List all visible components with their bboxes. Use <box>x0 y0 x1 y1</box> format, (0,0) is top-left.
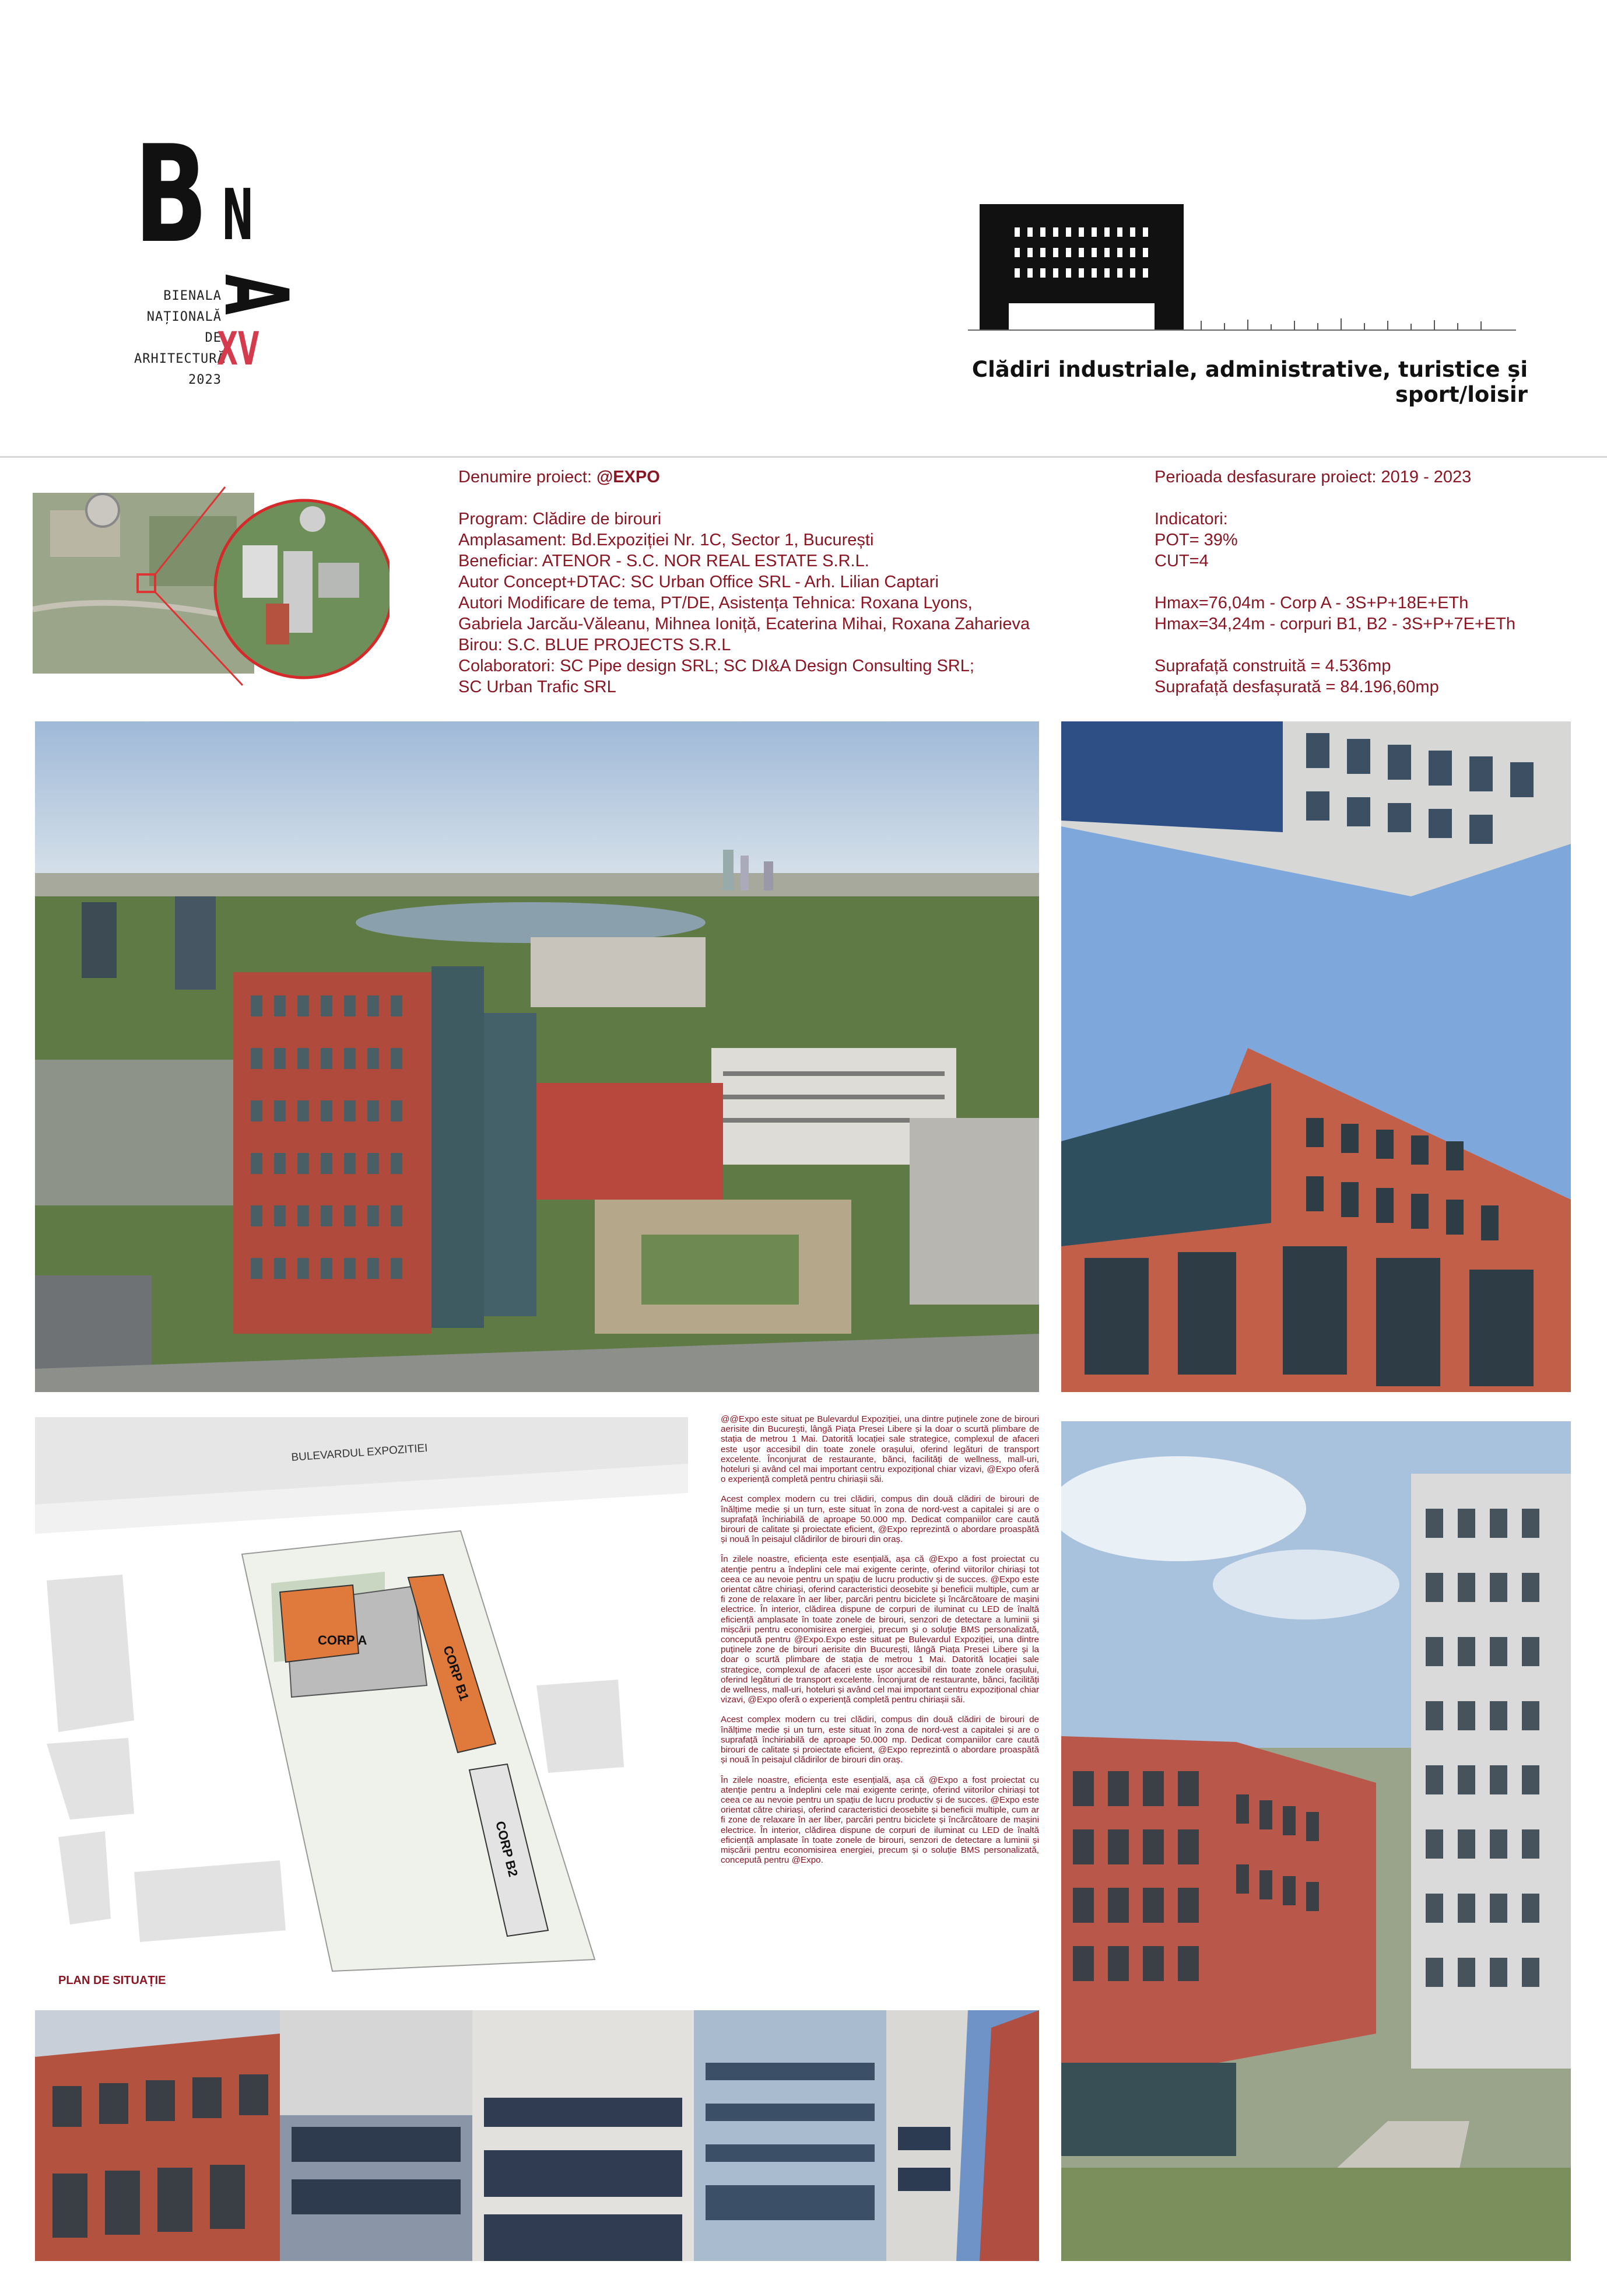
project-indicators <box>1155 467 1586 697</box>
site-plan-caption: PLAN DE SITUAȚIE <box>58 1974 166 1987</box>
logo-word: NAȚIONALĂ <box>146 310 222 324</box>
site-plan <box>35 1417 688 1989</box>
project-description <box>721 1414 1039 1875</box>
logo-letter-a: A <box>205 274 307 315</box>
indicator-hmax-a: Hmax=76,04m - Corp A - 3S+P+18E+ETh <box>1155 594 1469 612</box>
corp-b2-label: CORP B2 <box>493 1820 521 1878</box>
indicator-pot: POT= 39% <box>1155 531 1238 549</box>
corp-a-label: CORP A <box>318 1633 367 1647</box>
logo-word: BIENALA <box>163 289 222 303</box>
description-paragraph: Acest complex modern cu trei clădiri, compus din două clădiri de birouri de înălțime medie și un turn, este situat în zona de nord-vest a capitalei și are o suprafață închiriabilă de aproape 50.000 mp. Dedicat companiilor care caută birouri de calitate și proiectate eficient, @Expo reprezintă o abordare proaspătă și nouă în peisajul clădirilor de birouri din oraș. <box>721 1494 1039 1545</box>
project-name-value: @EXPO <box>596 468 660 486</box>
logo-letter-b: B <box>134 117 208 273</box>
category-building-icon <box>956 198 1516 338</box>
logo-letter-n: N <box>222 175 254 256</box>
facade-details-strip <box>35 2010 1039 2261</box>
corp-b1-label: CORP B1 <box>440 1643 472 1703</box>
indicators-heading: Indicatori: <box>1155 510 1228 528</box>
upward-view-photo <box>1061 721 1571 1392</box>
project-name-row <box>458 467 1100 488</box>
logo-word: 2023 <box>188 373 222 387</box>
indicator-developed-area: Suprafață desfașurată = 84.196,60mp <box>1155 678 1439 696</box>
indicator-cut: CUT=4 <box>1155 552 1209 570</box>
project-info <box>458 467 1100 697</box>
logo-words <box>134 286 226 391</box>
project-line: Autori Modificare de tema, PT/DE, Asistența Tehnica: Roxana Lyons, <box>458 594 973 612</box>
project-line: SC Urban Trafic SRL <box>458 678 616 696</box>
logo-edition: XV <box>217 323 259 376</box>
category-title: Clădiri industriale, administrative, turistice și sport/loisir <box>971 357 1528 407</box>
project-line: Amplasament: Bd.Expoziției Nr. 1C, Sector 1, București <box>458 531 874 549</box>
logo-word: DE <box>205 331 222 345</box>
description-paragraph: Acest complex modern cu trei clădiri, compus din două clădiri de birouri de înălțime medie și un turn, este situat în zona de nord-vest a capitalei și are o suprafață închiriabilă de aproape 50.000 mp. Dedicat companiilor care caută birouri de calitate și proiectate eficient, @Expo reprezintă o abordare proaspătă și nouă în peisajul clădirilor de birouri din oraș. <box>721 1715 1039 1765</box>
aerial-photo <box>35 721 1039 1392</box>
project-line: Program: Clădire de birouri <box>458 510 662 528</box>
description-paragraph: În zilele noastre, eficiența este esențială, așa că @Expo a fost proiectat cu atenție pentru a îndeplini cele mai exigente cerințe, oferind viitorilor chiriași tot ceea ce au nevoie pentru un spațiu de lucru productiv și de succes. @Expo este orientat către chiriași, oferind caracteristici deosebite și beneficii multiple, cum ar fi zone de relaxare în aer liber, parcări pentru biciclete și încărcătoare de mașini electrice. În interior, clădirea dispune de corpuri de iluminat cu LED de înaltă eficiență amplasate în toate zonele de birouri, senzori de detectare a luminii și mișcării pentru economisirea energiei, precum și o soluție BMS personalizată, concepută pentru @Expo.Expo este situat pe Bulevardul Expoziției, una dintre puținele zone de birouri aerisite din București, lângă Piața Presei Libere și la doar o scurtă plimbare de stația de metrou 1 Mai. Datorită locației sale strategice, complexul de afaceri este ușor accesibil din toate zonele orașului, oferind legături de transport excelente. Înconjurat de restaurante, bănci, facilități de wellness, mall-uri, hoteluri și având cel mai important centru expozițional chiar vizavi, @Expo oferă o experiență completă pentru chiriașii săi. <box>721 1554 1039 1705</box>
description-paragraph: @@Expo este situat pe Bulevardul Expoziției, una dintre puținele zone de birouri aerisite din București, lângă Piața Presei Libere și la doar o scurtă plimbare de stația de metrou 1 Mai. Datorită locației sale strategice, complexul de afaceri este ușor accesibil din toate zonele orașului, oferind legături de transport excelente. Înconjurat de restaurante, bănci, facilități de wellness, mall-uri, hoteluri și având cel mai important centru expozițional chiar vizavi, @Expo oferă o experiență completă pentru chiriașii săi. <box>721 1414 1039 1485</box>
street-name: BULEVARDUL EXPOZITIEI <box>290 1442 429 1464</box>
project-period: Perioada desfasurare proiect: 2019 - 2023 <box>1155 468 1472 486</box>
bna-logo <box>134 117 356 408</box>
header-divider <box>0 456 1607 458</box>
project-line: Autor Concept+DTAC: SC Urban Office SRL - Arh. Lilian Captari <box>458 573 939 591</box>
project-line: Birou: S.C. BLUE PROJECTS S.R.L <box>458 636 731 654</box>
indicator-hmax-b: Hmax=34,24m - corpuri B1, B2 - 3S+P+7E+ETh <box>1155 615 1515 633</box>
street-view-photo <box>1061 1421 1571 2261</box>
project-name-label: Denumire proiect: <box>458 468 592 486</box>
description-paragraph: În zilele noastre, eficiența este esențială, așa că @Expo a fost proiectat cu atenție pentru a îndeplini cele mai exigente cerințe, oferind viitorilor chiriași tot ceea ce au nevoie pentru un spațiu de lucru productiv și de succes. @Expo este orientat către chiriași, oferind caracteristici deosebite și beneficii multiple, cum ar fi zone de relaxare în aer liber, parcări pentru biciclete și încărcătoare de mașini electrice. În interior, clădirea dispune de corpuri de iluminat cu LED de înaltă eficiență amplasate în toate zonele de birouri, senzori de detectare a luminii și mișcării pentru economisirea energiei, precum și o soluție BMS personalizată, concepută pentru @Expo. <box>721 1775 1039 1866</box>
indicator-built-area: Suprafață construită = 4.536mp <box>1155 657 1391 675</box>
location-map <box>33 475 390 703</box>
logo-word: ARHITECTURĂ <box>134 352 226 366</box>
project-line: Colaboratori: SC Pipe design SRL; SC DI&A Design Consulting SRL; <box>458 657 974 675</box>
project-line: Beneficiar: ATENOR - S.C. NOR REAL ESTATE S.R.L. <box>458 552 869 570</box>
project-line: Gabriela Jarcău-Văleanu, Mihnea Ioniță, Ecaterina Mihai, Roxana Zaharieva <box>458 615 1030 633</box>
